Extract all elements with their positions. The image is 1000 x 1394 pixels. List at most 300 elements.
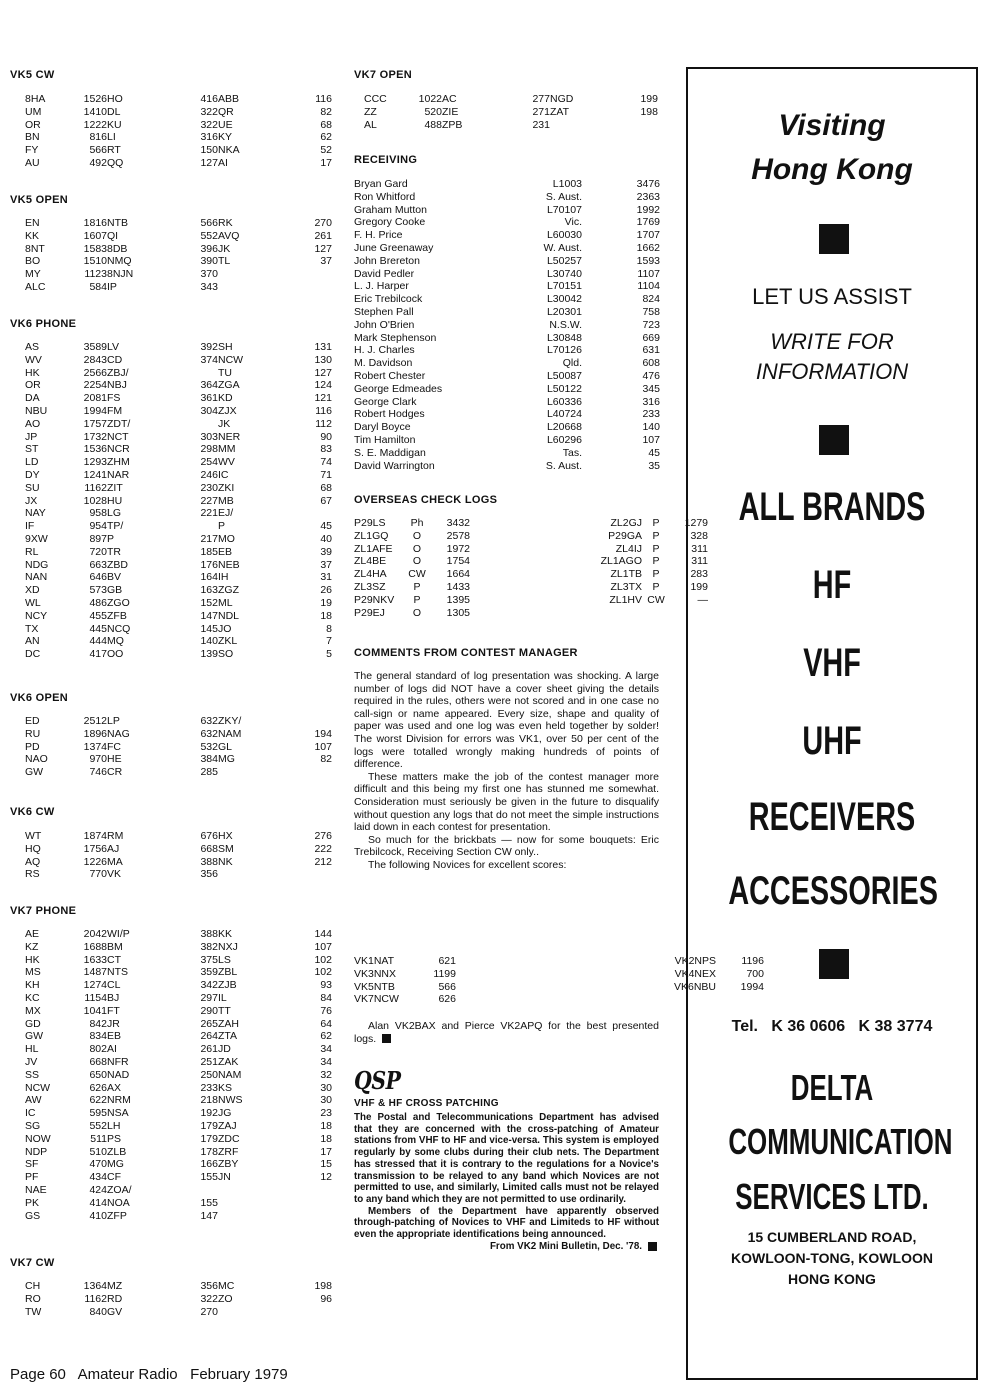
table-cell: ZBJ/	[107, 366, 129, 379]
vk7cw-table	[25, 1280, 332, 1318]
table-cell: WV	[25, 353, 42, 366]
receiving-row	[354, 396, 660, 409]
table-cell: NAN	[25, 571, 48, 584]
table-cell: NEB	[218, 558, 240, 571]
score-row	[25, 281, 332, 294]
score-row	[25, 354, 332, 367]
table-cell: JP	[25, 430, 38, 443]
table-cell: GS	[25, 1209, 41, 1222]
table-cell: 356	[200, 868, 218, 881]
table-cell: P	[652, 542, 660, 555]
table-cell	[181, 418, 218, 431]
vk7open-heading: VK7 OPEN	[354, 69, 413, 81]
table-cell: ZKI	[218, 481, 235, 494]
table-cell: 1241	[83, 468, 107, 481]
table-cell: P	[107, 532, 115, 545]
table-cell: 1041	[83, 1004, 107, 1017]
table-cell: L70126	[546, 344, 582, 357]
table-cell: EB	[107, 1030, 122, 1043]
table-cell: PD	[25, 740, 40, 753]
table-cell	[292, 281, 332, 294]
table-cell: 231	[532, 118, 550, 131]
table-cell: LD	[25, 456, 39, 469]
table-cell: GW	[25, 1030, 44, 1043]
table-cell: 486	[89, 596, 107, 609]
table-cell: 82	[320, 753, 332, 766]
table-cell: ZAT	[550, 105, 570, 118]
footer-magazine: Amateur Radio	[77, 1366, 178, 1383]
table-cell: 328	[690, 529, 708, 542]
table-cell: NCW	[25, 1081, 51, 1094]
table-cell: VK7NCW	[354, 993, 399, 1006]
table-cell: S. Aust.	[545, 190, 582, 203]
table-cell: 62	[320, 1030, 332, 1043]
table-cell: OR	[25, 118, 41, 131]
table-cell: 621	[438, 955, 456, 967]
vk6phone-heading: VK6 PHONE	[10, 318, 77, 330]
table-cell: ZL3SZ	[354, 580, 386, 593]
table-cell: 1757	[83, 417, 107, 430]
score-row	[25, 1120, 332, 1133]
table-cell	[292, 507, 332, 520]
table-cell: JV	[25, 1055, 38, 1068]
table-cell: 1526	[83, 93, 107, 105]
table-cell: HU	[107, 494, 123, 507]
table-cell: 127	[314, 242, 332, 255]
table-cell: John Brereton	[354, 254, 420, 267]
score-row	[25, 1280, 332, 1293]
score-row	[25, 1184, 332, 1197]
table-cell: 1162	[84, 481, 107, 494]
table-cell: AVQ	[218, 229, 240, 242]
table-cell: Bryan Gard	[354, 178, 408, 190]
table-cell: 68	[320, 118, 332, 131]
table-cell: 150	[200, 144, 218, 157]
table-cell: HX	[218, 830, 233, 842]
table-cell: NDP	[25, 1145, 48, 1158]
table-cell: ZGA	[218, 379, 240, 392]
table-cell: SG	[25, 1119, 41, 1132]
table-cell: Daryl Boyce	[354, 421, 411, 434]
table-cell: 221	[200, 507, 218, 520]
table-cell: 271	[532, 105, 550, 118]
table-cell: 824	[642, 293, 660, 306]
ad-company-2: COMMUNICATION	[728, 1121, 953, 1162]
table-cell: 40	[320, 532, 332, 545]
table-cell: L70151	[546, 280, 582, 293]
table-cell: 1756	[83, 842, 107, 855]
table-cell: 179	[200, 1132, 218, 1145]
table-cell: David Warrington	[354, 459, 435, 472]
table-cell: P29NKV	[354, 593, 395, 606]
table-cell: NMQ	[107, 255, 132, 268]
table-cell: DY	[25, 468, 40, 481]
receiving-row	[354, 447, 660, 460]
table-cell: 1664	[446, 568, 470, 581]
table-cell: GD	[25, 1017, 41, 1030]
table-cell: 127	[314, 366, 332, 379]
table-cell: P	[652, 555, 660, 568]
table-cell	[181, 1184, 218, 1197]
table-cell: 626	[89, 1081, 107, 1094]
table-cell: IL	[218, 991, 227, 1004]
table-cell: 455	[89, 609, 107, 622]
receiving-row	[354, 344, 660, 357]
table-cell: BV	[107, 571, 122, 584]
table-cell: 155	[200, 1171, 218, 1184]
table-cell: TR	[107, 545, 121, 558]
table-cell: AE	[25, 928, 40, 940]
table-cell: ZGZ	[218, 584, 239, 597]
table-cell: 199	[690, 580, 708, 593]
table-cell: 76	[320, 1004, 332, 1017]
ad-tel-label: Tel.	[731, 1018, 758, 1035]
table-cell: NER	[218, 430, 241, 443]
table-cell: 1154	[84, 991, 107, 1004]
table-cell: 250	[200, 1068, 218, 1081]
table-cell: TP/	[107, 520, 124, 533]
table-cell: L40724	[546, 408, 582, 421]
table-cell: KK	[218, 928, 233, 940]
score-row	[25, 648, 332, 661]
table-cell: 723	[642, 318, 660, 331]
table-cell: 1707	[636, 229, 660, 242]
table-cell: 74	[320, 456, 332, 469]
table-cell: 720	[89, 545, 107, 558]
table-cell: 1896	[83, 727, 107, 740]
table-cell: TU	[218, 366, 232, 379]
table-cell: O	[412, 555, 422, 568]
table-cell: NK	[218, 855, 233, 868]
table-cell: 2081	[83, 392, 107, 405]
table-cell: ZL1HV	[609, 593, 642, 606]
table-cell: 311	[691, 542, 708, 555]
table-cell: 1487	[83, 966, 107, 979]
table-cell: FY	[25, 144, 39, 157]
ad-company-3: SERVICES LTD.	[735, 1176, 929, 1217]
table-cell: 316	[642, 395, 660, 408]
table-cell: 1633	[83, 953, 107, 966]
table-cell: TT	[218, 1004, 231, 1017]
table-cell: L60336	[546, 395, 582, 408]
vk6open-heading: VK6 OPEN	[10, 692, 69, 704]
table-cell: 30	[320, 1081, 332, 1094]
table-cell: ZHM	[107, 456, 130, 469]
table-cell: 17	[320, 1145, 332, 1158]
overseas-row	[354, 517, 708, 530]
table-cell: WT	[25, 830, 42, 842]
table-cell: 316	[200, 131, 218, 144]
ad-receivers: RECEIVERS	[748, 795, 916, 839]
table-cell	[218, 1210, 292, 1223]
qsp-source: From VK2 Mini Bulletin, Dec. '78.	[489, 1240, 642, 1252]
table-cell: SU	[25, 481, 40, 494]
table-cell: NXJ	[218, 940, 238, 953]
table-cell: NKA	[218, 144, 240, 157]
score-row	[25, 715, 332, 728]
table-cell: NWS	[218, 1094, 243, 1107]
table-cell: 840	[89, 1305, 107, 1318]
table-cell: 303	[200, 430, 218, 443]
table-cell: ZIT	[107, 481, 123, 494]
table-cell: NOA	[107, 1196, 130, 1209]
table-cell: PF	[25, 1171, 39, 1184]
table-cell: 345	[642, 382, 660, 395]
table-cell: ABB	[218, 93, 240, 105]
table-cell: VK2NPS	[674, 955, 716, 967]
table-cell: AS	[25, 341, 40, 353]
score-row	[25, 1306, 332, 1319]
table-cell: Eric Trebilcock	[354, 293, 423, 306]
table-cell: Ron Whitford	[354, 190, 416, 203]
table-cell: 1754	[446, 555, 470, 568]
table-cell: L. J. Harper	[354, 280, 409, 293]
score-row	[25, 941, 332, 954]
table-cell: NTS	[107, 966, 128, 979]
ad-telephone	[688, 1018, 976, 1036]
table-cell: PK	[25, 1196, 40, 1209]
table-cell: KY	[218, 131, 233, 144]
table-cell: EJ/	[218, 507, 234, 520]
table-cell: 254	[200, 456, 218, 469]
table-cell	[456, 993, 716, 1006]
comments-p2: These matters make the job of the contest manager more difficult and this being my first one has stunned me somewhat. Consideration must seriously be given in the future to disqualify without question any logs that do not meet the simple instructions laid down in each contest for presentation.	[354, 770, 659, 834]
table-cell: QR	[218, 105, 234, 118]
table-cell: 663	[89, 558, 107, 571]
score-row	[25, 1146, 332, 1159]
table-cell: 700	[746, 967, 764, 980]
table-cell: LH	[107, 1119, 121, 1132]
score-row	[25, 119, 332, 132]
table-cell: 107	[314, 740, 332, 753]
table-cell: 2566	[83, 366, 107, 379]
table-cell: TW	[25, 1305, 42, 1318]
receiving-row	[354, 204, 660, 217]
table-cell: IC	[218, 468, 229, 481]
table-cell: 194	[314, 727, 332, 740]
table-cell: 1536	[83, 443, 107, 456]
table-cell: 374	[200, 353, 218, 366]
table-cell: L70107	[546, 203, 582, 216]
table-cell: 270	[314, 217, 332, 229]
table-cell: L20668	[546, 421, 582, 434]
table-cell: 322	[200, 118, 218, 131]
table-cell: L60296	[546, 433, 582, 446]
score-row	[25, 610, 332, 623]
table-cell: ZAJ	[218, 1119, 237, 1132]
score-row	[25, 1158, 332, 1171]
score-row	[25, 928, 332, 941]
table-cell: 163	[200, 584, 218, 597]
table-cell: KU	[107, 118, 122, 131]
table-cell: ZKY/	[218, 715, 242, 727]
table-cell: 107	[642, 433, 660, 446]
table-cell: 140	[642, 421, 660, 434]
vk7cw-heading: VK7 CW	[10, 1257, 55, 1269]
ad-address-3: HONG KONG	[788, 1271, 876, 1287]
table-cell: 343	[200, 280, 218, 293]
table-cell: NAY	[25, 507, 46, 520]
table-cell: 23	[320, 1107, 332, 1120]
score-row	[25, 341, 332, 354]
table-cell: CR	[107, 766, 123, 779]
receiving-row	[354, 255, 660, 268]
table-cell: MY	[25, 268, 41, 281]
score-row	[25, 830, 332, 843]
table-cell: KS	[218, 1081, 233, 1094]
score-row	[25, 1030, 332, 1043]
table-cell: 2512	[83, 715, 107, 727]
table-cell: 2843	[83, 353, 107, 366]
table-cell: Qld.	[562, 357, 582, 370]
table-cell: AU	[25, 156, 40, 169]
table-cell: NAR	[107, 468, 130, 481]
table-cell: OO	[107, 648, 124, 661]
table-cell	[218, 268, 292, 281]
table-cell: SO	[218, 648, 234, 661]
table-cell: P	[652, 580, 660, 593]
table-cell: 631	[642, 344, 660, 357]
table-cell: Mark Stephenson	[354, 331, 437, 344]
ad-address-1: 15 CUMBERLAND ROAD,	[747, 1229, 917, 1245]
table-cell: 1162	[84, 1292, 107, 1305]
table-cell: 488	[424, 118, 442, 131]
table-cell: ZAK	[218, 1055, 239, 1068]
table-cell: 30	[320, 1094, 332, 1107]
table-cell	[292, 868, 332, 881]
table-cell: JR	[107, 1017, 120, 1030]
qsp-p1: The Postal and Telecommunications Department has advised that they are concerned with the cross-patching of Amateur stations from VHF to HF and vice-versa. This system is employed regularly by some clubs during their club nets. The Department has stressed that it is contrary to the regulations for a Novice's transmission to be relayed to any band which Novices are not permitted to use, and similarly, Limited calls must not be relayed to any band which they are not permitted to use ordinarily.	[354, 1112, 659, 1205]
table-cell: 251	[200, 1055, 218, 1068]
comments-p3: So much for the brickbats — now for some bouquets: Eric Trebilcock, Receiving Section CW only..	[354, 833, 659, 859]
table-cell: NFR	[107, 1055, 129, 1068]
table-cell: NBJ	[107, 379, 127, 392]
table-cell: ZDT/	[107, 417, 131, 430]
ad-write-1: WRITE FOR	[770, 329, 894, 354]
table-cell: 144	[314, 928, 332, 940]
table-cell: 18	[320, 1119, 332, 1132]
table-cell: 1583	[83, 242, 107, 255]
table-cell: 102	[314, 953, 332, 966]
score-row	[25, 979, 332, 992]
table-cell: GV	[107, 1305, 123, 1318]
table-cell: P29GA	[608, 529, 642, 542]
table-cell: VK5NTB	[354, 980, 395, 993]
receiving-row	[354, 370, 660, 383]
score-row	[25, 1107, 332, 1120]
table-cell: 176	[200, 558, 218, 571]
table-cell: 511	[90, 1132, 107, 1145]
score-row	[25, 1171, 332, 1184]
comments-p5: Alan VK2BAX and Pierce VK2APQ for the best presented logs.	[354, 1020, 659, 1045]
receiving-heading: RECEIVING	[354, 154, 418, 166]
table-cell	[618, 119, 658, 132]
table-cell: 954	[89, 520, 107, 533]
ad-hf: HF	[812, 563, 852, 607]
table-cell: ZPB	[442, 118, 463, 131]
score-row	[25, 1005, 332, 1018]
table-cell: NCY	[25, 609, 48, 622]
table-cell: ML	[218, 596, 233, 609]
table-cell: 2254	[83, 379, 107, 392]
qsp-body	[354, 1112, 659, 1252]
table-cell: P29LS	[354, 517, 386, 529]
table-cell: 390	[200, 255, 218, 268]
table-cell: DA	[25, 392, 40, 405]
table-cell: 1279	[684, 517, 708, 529]
table-cell: Robert Hodges	[354, 408, 425, 421]
table-cell: 622	[89, 1094, 107, 1107]
table-cell: JG	[218, 1107, 232, 1120]
table-cell: 35	[648, 459, 660, 472]
table-cell: 970	[89, 753, 107, 766]
table-cell: NCT	[107, 430, 129, 443]
table-cell: 96	[320, 1292, 332, 1305]
score-row	[25, 546, 332, 559]
table-cell: AO	[25, 417, 41, 430]
table-cell: 1123	[84, 268, 107, 281]
table-cell: KK	[25, 229, 40, 242]
comments-heading: COMMENTS FROM CONTEST MANAGER	[354, 647, 578, 659]
table-cell: 608	[642, 357, 660, 370]
table-cell: 1510	[83, 255, 107, 268]
table-cell: Robert Chester	[354, 369, 426, 382]
table-cell: NRM	[107, 1094, 131, 1107]
table-cell: 356	[200, 1280, 218, 1292]
table-cell: 147	[200, 609, 218, 622]
table-cell: 566	[438, 980, 456, 993]
table-cell: 359	[200, 966, 218, 979]
table-cell: EN	[25, 217, 40, 229]
table-cell: BM	[107, 940, 123, 953]
score-row	[25, 1082, 332, 1095]
table-cell: HE	[107, 753, 122, 766]
score-row	[25, 379, 332, 392]
table-cell	[218, 1306, 292, 1319]
table-cell: ALC	[25, 280, 46, 293]
table-cell: LS	[218, 953, 231, 966]
table-cell: AC	[442, 93, 457, 105]
table-cell: P	[413, 580, 421, 593]
table-cell: IH	[218, 571, 229, 584]
table-cell: RU	[25, 727, 41, 740]
table-cell: 217	[200, 532, 218, 545]
overseas-row	[354, 607, 708, 620]
table-cell: 230	[200, 481, 218, 494]
table-cell: L1003	[552, 178, 582, 190]
ad-tel-2: K 38 3774	[858, 1018, 933, 1035]
table-cell: 388	[200, 928, 218, 940]
table-cell: AX	[107, 1081, 122, 1094]
table-cell: ZBY	[218, 1158, 239, 1171]
table-cell: VK3NNX	[354, 967, 397, 980]
table-cell: 246	[200, 468, 218, 481]
table-cell: ZBD	[107, 558, 128, 571]
table-cell: 1364	[83, 1280, 107, 1292]
table-cell: ST	[25, 443, 39, 456]
score-row	[25, 144, 332, 157]
table-cell: ZL2GJ	[610, 517, 642, 529]
overseas-row	[354, 543, 708, 556]
table-cell: QQ	[107, 156, 124, 169]
table-cell: 445	[89, 622, 107, 635]
table-cell: 311	[691, 555, 708, 568]
table-cell: OR	[25, 379, 41, 392]
receiving-row	[354, 216, 660, 229]
score-row	[25, 1056, 332, 1069]
table-cell: 1222	[83, 118, 107, 131]
table-cell: EB	[218, 545, 233, 558]
